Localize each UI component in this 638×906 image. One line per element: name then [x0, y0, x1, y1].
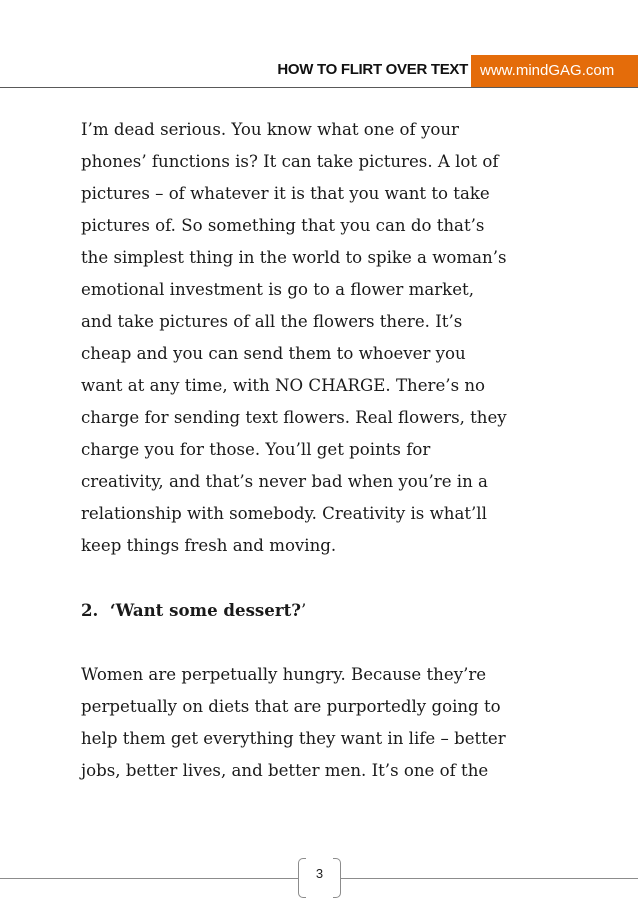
- text-line: and take pictures of all the flowers there. It’s: [81, 312, 463, 331]
- page-number: 3: [315, 866, 324, 881]
- heading-text: ‘Want some dessert?: [109, 600, 301, 620]
- heading-closing-quote: ’: [300, 601, 307, 620]
- paragraph-dessert: [81, 659, 561, 787]
- text-line: Women are perpetually hungry. Because they’re: [81, 665, 487, 684]
- text-line: charge for sending text flowers. Real flowers, they: [81, 408, 507, 427]
- text-line: charge you for those. You’ll get points for: [81, 440, 431, 459]
- page-number-bracket-left: [298, 858, 306, 898]
- header-divider: [0, 87, 638, 88]
- text-line: phones’ functions is? It can take pictures. A lot of: [81, 152, 499, 171]
- text-line: want at any time, with NO CHARGE. There’s no: [81, 376, 486, 395]
- page-number-bracket-right: [333, 858, 341, 898]
- website-banner: www.mindGAG.com: [471, 55, 638, 87]
- footer-divider-left: [0, 878, 298, 879]
- text-line: creativity, and that’s never bad when you’re in a: [81, 472, 488, 491]
- text-line: cheap and you can send them to whoever you: [81, 344, 466, 363]
- text-line: keep things fresh and moving.: [81, 536, 337, 555]
- heading-number: 2.: [81, 600, 99, 620]
- text-line: relationship with somebody. Creativity is what’ll: [81, 504, 487, 523]
- text-line: jobs, better lives, and better men. It’s one of the: [81, 761, 489, 780]
- page-content: [81, 114, 561, 787]
- text-line: emotional investment is go to a flower market,: [81, 280, 474, 299]
- text-line: perpetually on diets that are purportedly going to: [81, 697, 501, 716]
- paragraph-flowers: [81, 114, 561, 562]
- text-line: help them get everything they want in life – better: [81, 729, 506, 748]
- book-title: HOW TO FLIRT OVER TEXT: [277, 61, 468, 78]
- text-line: pictures – of whatever it is that you want to take: [81, 184, 490, 203]
- text-line: pictures of. So something that you can do that’s: [81, 216, 485, 235]
- section-heading: [81, 594, 561, 627]
- text-line: the simplest thing in the world to spike a woman’s: [81, 248, 507, 267]
- text-line: I’m dead serious. You know what one of your: [81, 120, 459, 139]
- page-header: [0, 55, 638, 87]
- footer-divider-right: [340, 878, 638, 879]
